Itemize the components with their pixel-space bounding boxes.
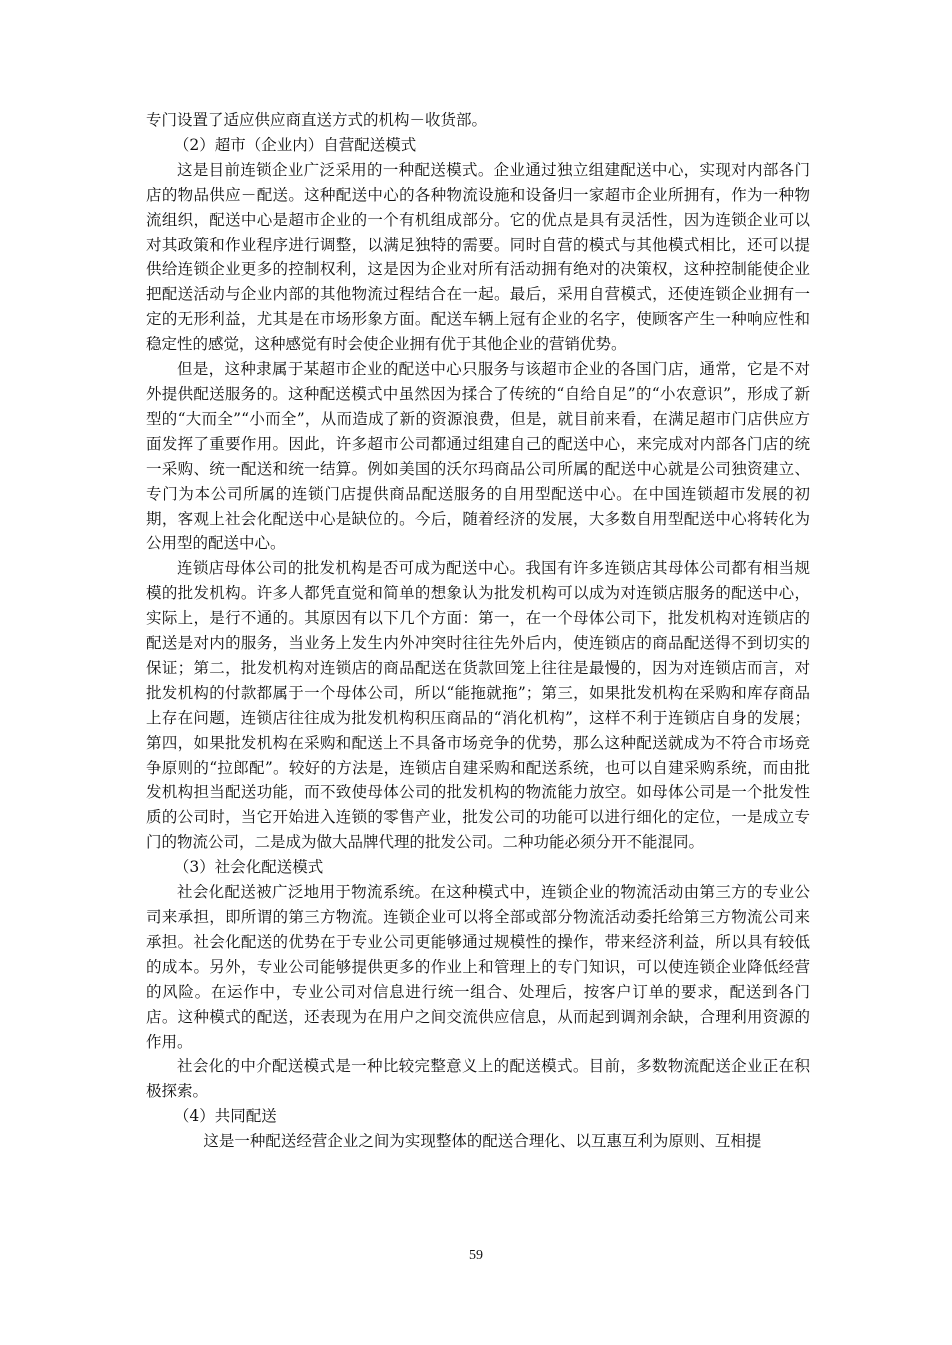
- section-heading-joint-distribution: （4）共同配送: [173, 1107, 277, 1126]
- paragraph-self-operated-description: 这是目前连锁企业广泛采用的一种配送模式。企业通过独立组建配送中心，实现对内部各门店的物品供应－配送。这种配送中心的各种物流设施和设备归一家超市企业所拥有，作为一种物流组织，配送中心是超市企业的一个有机组成部分。它的优点是具有灵活性，因为连锁企业可以对其政策和作业程序进行调整，以满足独特的需要。同时自营的模式与其他模式相比，还可以提供给连锁企业更多的控制权利，这是因为企业对所有活动拥有绝对的决策权，这种控制能使企业把配送活动与企业内部的其他物流过程结合在一起。最后，采用自营模式，还使连锁企业拥有一定的无形利益，尤其是在市场形象方面。配送车辆上冠有企业的名字，使顾客产生一种响应性和稳定性的感觉，这种感觉有时会使企业拥有优于其他企业的营销优势。: [146, 160, 810, 354]
- paragraph-socialized-description: 社会化配送被广泛地用于物流系统。在这种模式中，连锁企业的物流活动由第三方的专业公司来承担，即所谓的第三方物流。连锁企业可以将全部或部分物流活动委托给第三方物流公司来承担。社会化配送的优势在于专业公司更能够通过规模性的操作，带来经济利益，所以具有较低的成本。另外，专业公司能够提供更多的作业上和管理上的专门知识，可以使连锁企业降低经营的风险。在运作中，专业公司对信息进行统一组合、处理后，按客户订单的要求，配送到各门店。这种模式的配送，还表现为在用户之间交流供应信息，从而起到调剂余缺，合理利用资源的作用。: [146, 883, 810, 1051]
- paragraph-wholesale-institution: 连锁店母体公司的批发机构是否可成为配送中心。我国有许多连锁店其母体公司都有相当规模的批发机构。许多人都凭直觉和简单的想象认为批发机构可以成为对连锁店服务的配送中心，实际上，是行不通的。其原因有以下几个方面：第一，在一个母体公司下，批发机构对连锁店的配送是对内的服务，当业务上发生内外冲突时往往先外后内，使连锁店的商品配送得不到切实的保证；第二，批发机构对连锁店的商品配送在货款回笼上往往是最慢的，因为对连锁店而言，对批发机构的付款都属于一个母体公司，所以“能拖就拖”；第三，如果批发机构在采购和库存商品上存在问题，连锁店往往成为批发机构积压商品的“消化机构”，这样不利于连锁店自身的发展；第四，如果批发机构在采购和配送上不具备市场竞争的优势，那么这种配送就成为不符合市场竞争原则的“拉郎配”。较好的方法是，连锁店自建采购和配送系统，也可以自建采购系统，而由批发机构担当配送功能，而不致使母体公司的批发机构的物流能力放空。如母体公司是一个批发性质的公司时，当它开始进入连锁的零售产业，批发公司的功能可以进行细化的定位，一是成立专门的物流公司，二是成为做大品牌代理的批发公司。二种功能必须分开不能混同。: [146, 559, 810, 852]
- page-number: 59: [469, 1248, 483, 1263]
- page-body: [146, 108, 810, 1154]
- paragraph-self-operated-limitations: 但是，这种隶属于某超市企业的配送中心只服务与该超市企业的各国门店，通常，它是不对外提供配送服务的。这种配送模式中虽然因为揉合了传统的“自给自足”的“小农意识”，形成了新型的“大而全”“小而全”，从而造成了新的资源浪费，但是，就目前来看，在满足超市门店供应方面发挥了重要作用。因此，许多超市公司都通过组建自己的配送中心，来完成对内部各门店的统一采购、统一配送和统一结算。例如美国的沃尔玛商品公司所属的配送中心就是公司独资建立、专门为本公司所属的连锁门店提供商品配送服务的自用型配送中心。在中国连锁超市发展的初期，客观上社会化配送中心是缺位的。今后，随着经济的发展，大多数自用型配送中心将转化为公用型的配送中心。: [146, 360, 810, 553]
- paragraph-continuation: 专门设置了适应供应商直送方式的机构－收货部。: [146, 111, 488, 129]
- paragraph-joint-distribution-start: 这是一种配送经营企业之间为实现整体的配送合理化、以互惠互利为原则、互相提: [203, 1132, 762, 1151]
- paragraph-intermediary-distribution: 社会化的中介配送模式是一种比较完整意义上的配送模式。目前，多数物流配送企业正在积极探索。: [146, 1057, 810, 1101]
- section-heading-self-operated-distribution: （2）超市（企业内）自营配送模式: [173, 135, 417, 154]
- section-heading-socialized-distribution: （3）社会化配送模式: [173, 858, 324, 877]
